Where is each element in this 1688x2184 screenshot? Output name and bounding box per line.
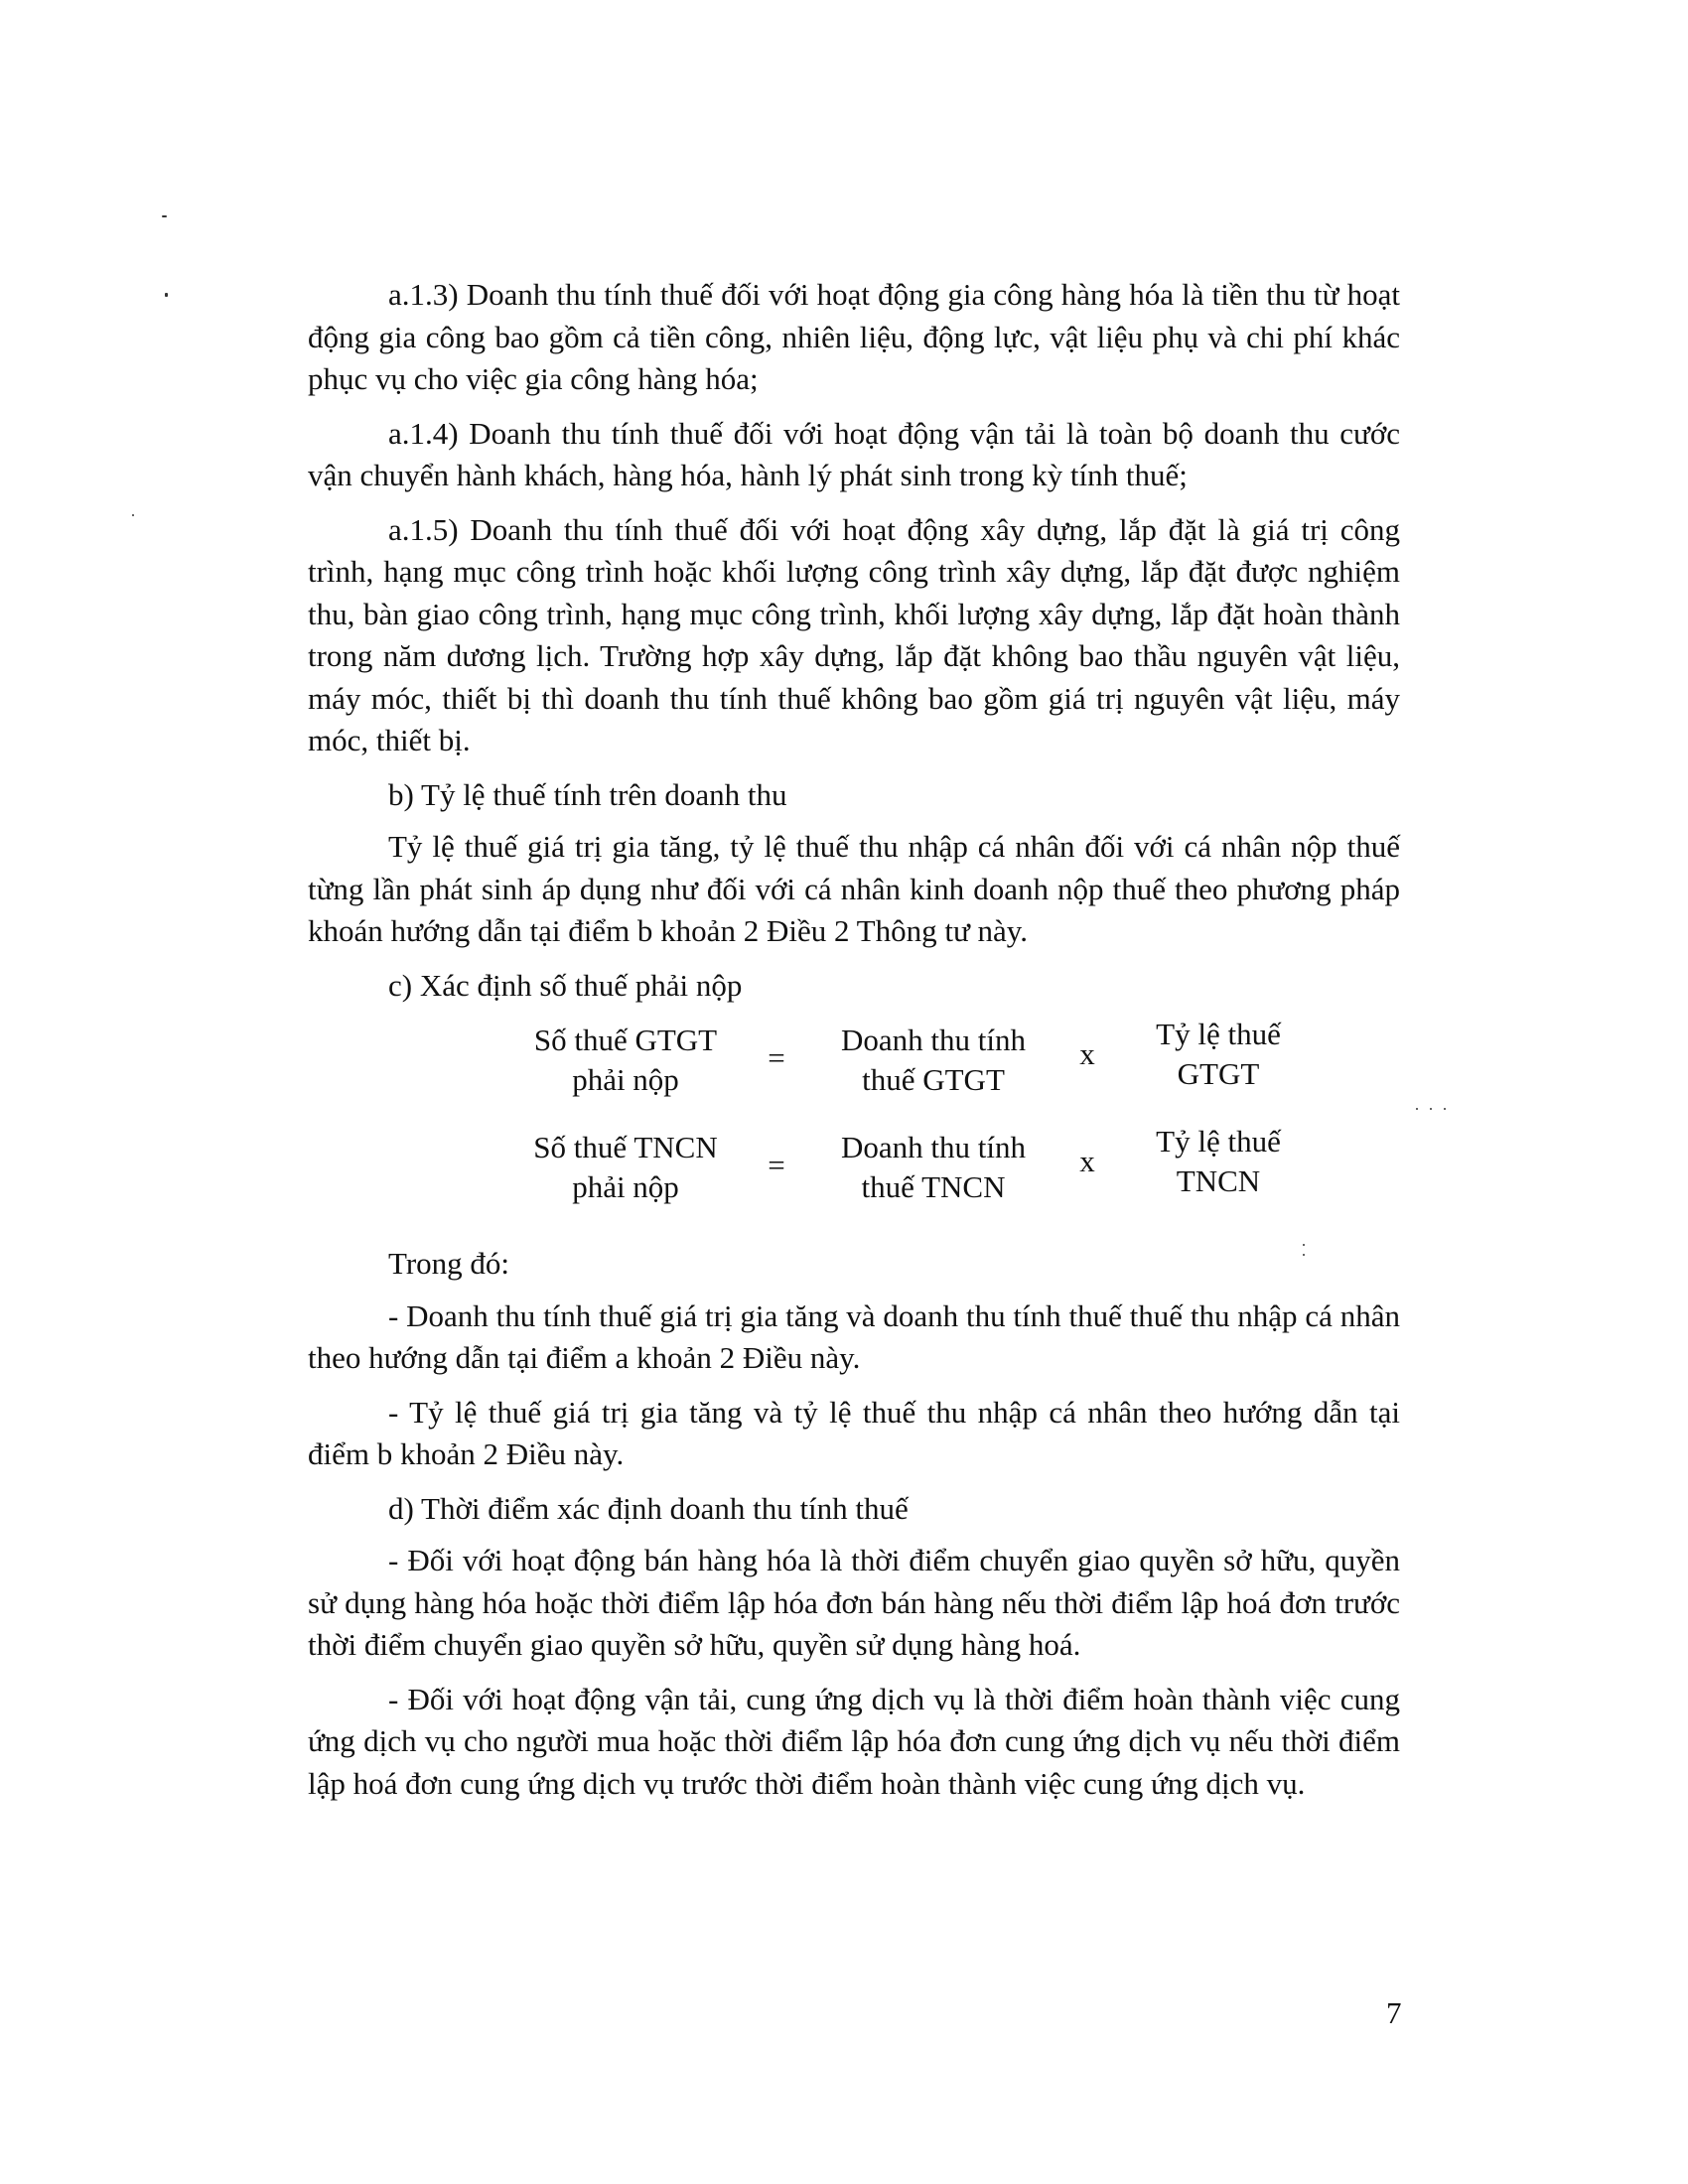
paragraph-a13: a.1.3) Doanh thu tính thuế đối với hoạt động gia công hàng hóa là tiền thu từ hoạt động gia công bao gồm cả tiền công, nhiên liệu, động lực, vật liệu phụ và chi phí khác phục vụ cho việc gia công hàng hóa; [308, 277, 1400, 396]
paragraph-trong-do: Trong đó: [388, 1246, 510, 1281]
formula-row-tncn [308, 1124, 1400, 1217]
paragraph-revenue-note: - Doanh thu tính thuế giá trị gia tăng và doanh thu tính thuế thuế thu nhập cá nhân theo hướng dẫn tại điểm a khoản 2 Điều này. [308, 1297, 1400, 1375]
formula-rate-line1: Tỷ lệ thuế [1156, 1124, 1281, 1159]
paragraph-a15: a.1.5) Doanh thu tính thuế đối với hoạt động xây dựng, lắp đặt là giá trị công trình, hạng mục công trình hoặc khối lượng công trình xây dựng, lắp đặt được nghiệm thu, bàn giao công trình, hạng mục công trình, khối lượng xây dựng, lắp đặt hoàn thành trong năm dương lịch. Trường hợp xây dựng, lắp đặt không bao thầu nguyên vật liệu, máy móc, thiết bị thì doanh thu tính thuế không bao gồm giá trị nguyên vật liệu, máy móc, thiết bị. [308, 511, 1400, 757]
paragraph-b-text: Tỷ lệ thuế giá trị gia tăng, tỷ lệ thuế thu nhập cá nhân đối với cá nhân nộp thuế từng lần phát sinh áp dụng như đối với cá nhân kinh doanh nộp thuế theo phương pháp khoán hướng dẫn tại điểm b khoản 2 Điều 2 Thông tư này. [308, 829, 1400, 948]
formula-row-gtgt [308, 1017, 1400, 1110]
formula-revenue-line1: Doanh thu tính [841, 1023, 1026, 1057]
tax-formula [308, 1017, 1400, 1229]
multiply-sign: x [1079, 1036, 1095, 1071]
formula-lhs-line1: Số thuế TNCN [533, 1130, 718, 1164]
body-text [308, 274, 1400, 1817]
paragraph-service-timing: - Đối với hoạt động vận tải, cung ứng dịch vụ là thời điểm hoàn thành việc cung ứng dịch vụ cho người mua hoặc thời điểm lập hóa đơn cung ứng dịch vụ nếu thời điểm lập hoá đơn cung ứng dịch vụ trước thời điểm hoàn thành việc cung ứng dịch vụ. [308, 1681, 1400, 1801]
formula-revenue-line2: thuế TNCN [861, 1169, 1006, 1204]
equals-sign: = [768, 1040, 785, 1075]
paragraph-rate-note: - Tỷ lệ thuế giá trị gia tăng và tỷ lệ thuế thu nhập cá nhân theo hướng dẫn tại điểm b khoản 2 Điều này. [308, 1394, 1400, 1471]
formula-lhs-line2: phải nộp [572, 1062, 679, 1097]
heading-b: b) Tỷ lệ thuế tính trên doanh thu [388, 776, 787, 812]
formula-lhs-line1: Số thuế GTGT [533, 1023, 718, 1057]
formula-rate-line2: TNCN [1176, 1163, 1261, 1198]
formula-revenue [809, 1021, 1057, 1100]
formula-lhs [506, 1021, 745, 1100]
formula-revenue [809, 1128, 1057, 1207]
formula-rate [1124, 1122, 1313, 1201]
formula-rate-line1: Tỷ lệ thuế [1156, 1017, 1281, 1051]
formula-lhs [506, 1128, 745, 1207]
formula-rate-line2: GTGT [1177, 1056, 1260, 1091]
heading-c: c) Xác định số thuế phải nộp [388, 967, 743, 1003]
formula-rate [1124, 1015, 1313, 1094]
formula-revenue-line2: thuế GTGT [862, 1062, 1005, 1097]
equals-sign: = [768, 1148, 785, 1182]
formula-lhs-line2: phải nộp [572, 1169, 679, 1204]
formula-revenue-line1: Doanh thu tính [841, 1130, 1026, 1164]
paragraph-a14: a.1.4) Doanh thu tính thuế đối với hoạt động vận tải là toàn bộ doanh thu cước vận chuyển hành khách, hàng hóa, hành lý phát sinh trong kỳ tính thuế; [308, 415, 1400, 492]
page-number: 7 [1386, 1995, 1402, 2030]
multiply-sign: x [1079, 1144, 1095, 1178]
paragraph-goods-timing: - Đối với hoạt động bán hàng hóa là thời điểm chuyển giao quyền sở hữu, quyền sử dụng hàng hóa hoặc thời điểm lập hóa đơn bán hàng nếu thời điểm lập hoá đơn trước thời điểm chuyển giao quyền sở hữu, quyền sử dụng hàng hoá. [308, 1543, 1400, 1662]
heading-d: d) Thời điểm xác định doanh thu tính thuế [388, 1490, 909, 1526]
